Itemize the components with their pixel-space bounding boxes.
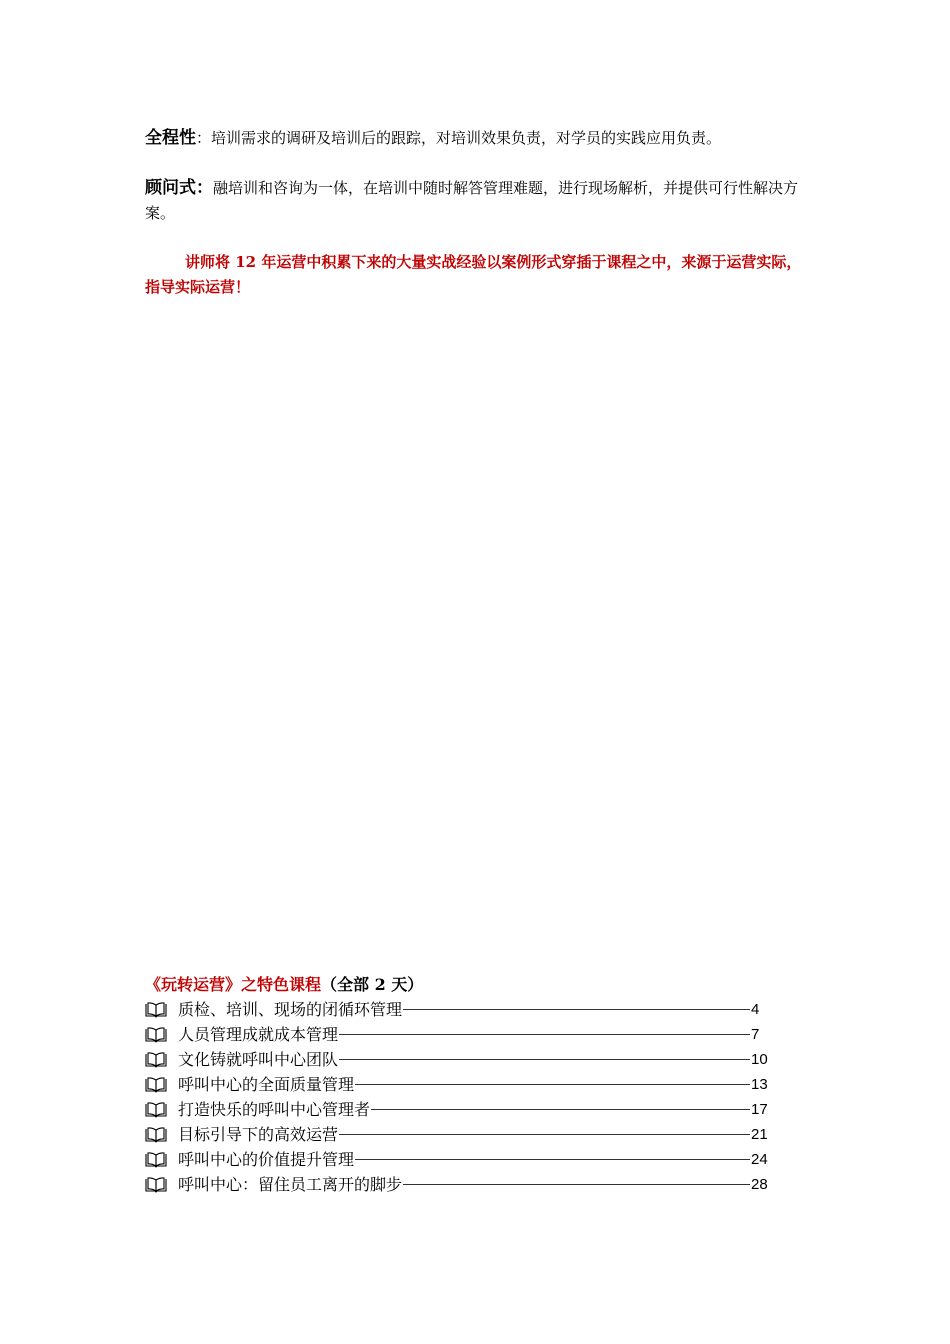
- feature-paragraph-full-process: [145, 126, 815, 151]
- toc-item-page-number: 17: [751, 1101, 768, 1118]
- toc-item-page-number: 28: [751, 1176, 768, 1193]
- highlight-text: 讲师将 12 年运营中积累下来的大量实战经验以案例形式穿插于课程之中，来源于运营实际，指导实际运营！: [145, 253, 802, 296]
- toc-item: [145, 1147, 795, 1172]
- toc-item: [145, 997, 795, 1022]
- toc-item-title: 目标引导下的高效运营: [178, 1125, 339, 1144]
- toc-leader-line: [403, 1009, 750, 1010]
- course-table-of-contents: [145, 972, 795, 1197]
- open-book-icon: [145, 1177, 167, 1193]
- feature-separator: ：: [196, 129, 212, 147]
- toc-item-page-number: 24: [751, 1151, 768, 1168]
- feature-label: 顾问式：: [145, 178, 213, 198]
- open-book-icon: [145, 1127, 167, 1143]
- open-book-icon: [145, 1052, 167, 1068]
- open-book-icon: [145, 1002, 167, 1018]
- toc-item: [145, 1047, 795, 1072]
- toc-title-course-name: 《玩转运营》之特色课程: [145, 975, 322, 994]
- open-book-icon: [145, 1077, 167, 1093]
- toc-item: [145, 1172, 795, 1197]
- toc-list: [145, 997, 795, 1197]
- open-book-icon: [145, 1027, 167, 1043]
- toc-item-page-number: 21: [751, 1126, 768, 1143]
- toc-item-page-number: 10: [751, 1051, 768, 1068]
- toc-item: [145, 1097, 795, 1122]
- toc-leader-line: [339, 1034, 750, 1035]
- toc-leader-line: [371, 1109, 750, 1110]
- toc-title-duration: （全部 2 天）: [321, 975, 424, 994]
- toc-item-title: 呼叫中心的全面质量管理: [178, 1075, 355, 1094]
- toc-item-page-number: 4: [751, 1001, 760, 1018]
- feature-description: 培训需求的调研及培训后的跟踪，对培训效果负责，对学员的实践应用负责。: [211, 129, 722, 147]
- toc-item-page-number: 7: [751, 1026, 760, 1043]
- toc-item-title: 呼叫中心的价值提升管理: [178, 1150, 355, 1169]
- open-book-icon: [145, 1152, 167, 1168]
- toc-item-page-number: 13: [751, 1076, 768, 1093]
- toc-title: [145, 972, 795, 997]
- toc-leader-line: [355, 1084, 750, 1085]
- toc-leader-line: [339, 1059, 750, 1060]
- toc-item-title: 文化铸就呼叫中心团队: [178, 1050, 339, 1069]
- feature-description: 融培训和咨询为一体，在培训中随时解答管理难题，进行现场解析，并提供可行性解决方案。: [145, 179, 799, 222]
- toc-item: [145, 1022, 795, 1047]
- feature-label: 全程性: [145, 128, 196, 148]
- toc-item-title: 人员管理成就成本管理: [178, 1025, 339, 1044]
- toc-leader-line: [339, 1134, 750, 1135]
- toc-item: [145, 1072, 795, 1097]
- open-book-icon: [145, 1102, 167, 1118]
- toc-leader-line: [355, 1159, 750, 1160]
- toc-item-title: 质检、培训、现场的闭循环管理: [178, 1000, 403, 1019]
- lecturer-highlight-paragraph: [145, 250, 815, 300]
- toc-leader-line: [403, 1184, 750, 1185]
- toc-item-title: 打造快乐的呼叫中心管理者: [178, 1100, 371, 1119]
- toc-item: [145, 1122, 795, 1147]
- toc-item-title: 呼叫中心：留住员工离开的脚步: [178, 1175, 403, 1194]
- feature-paragraph-consultative: [145, 176, 815, 226]
